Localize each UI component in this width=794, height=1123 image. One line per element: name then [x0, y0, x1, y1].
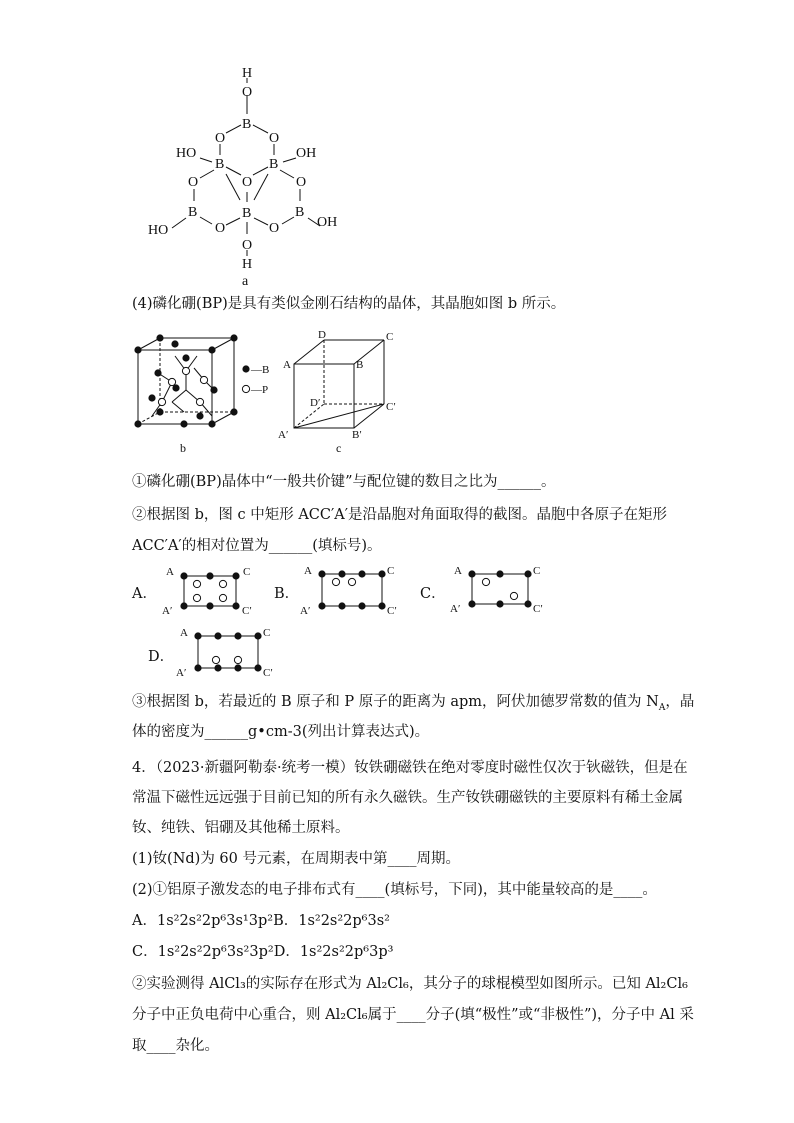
atom-O: O: [215, 131, 226, 146]
q4-question-2-line2: ACC′A′的相对位置为______(填标号)。: [132, 538, 382, 554]
q5-part-3-line2: 分子中正负电荷中心重合，则 Al₂Cl₆属于____分子(填“极性”或“非极性”)，分子中 Al 采: [132, 1007, 694, 1023]
rect-label-C: C: [533, 565, 541, 577]
q4-question-3-line2: 体的密度为______g•cm-3(列出计算表达式)。: [132, 724, 430, 740]
figure-b-label: b: [180, 441, 186, 455]
atom-O: O: [242, 238, 253, 253]
q5-options-AB: [132, 911, 390, 931]
q5-stem-line3: 钕、纯铁、铝硼及其他稀土原料。: [132, 820, 350, 836]
legend-p: —P: [251, 384, 269, 396]
q5-option-D[interactable]: D．1s²2s²2p⁶3p³: [273, 944, 394, 960]
option-B-diagram[interactable]: [298, 564, 408, 620]
atom-HO: HO: [176, 146, 197, 161]
atom-O: O: [242, 85, 253, 100]
q4-intro: (4)磷化硼(BP)是具有类似金刚石结构的晶体，其晶胞如图 b 所示。: [132, 296, 566, 312]
q4-question-3-line1: ③根据图 b，若最近的 B 原子和 P 原子的距离为 apm，阿伏加德罗常数的值为 $N_A$，晶: [132, 694, 695, 713]
q5-part-3-line1: ②实验测得 AlCl₃的实际存在形式为 Al₂Cl₆，其分子的球棍模型如图所示。已知 Al₂Cl₆: [132, 976, 688, 992]
rect-label-C: C: [387, 565, 395, 577]
cube-label-B: B: [356, 359, 364, 371]
option-A-diagram[interactable]: [160, 564, 260, 620]
figure-a-label: a: [242, 274, 249, 289]
atom-OH: OH: [317, 215, 338, 230]
atom-O: O: [296, 175, 307, 190]
rect-label-Cp: C′: [242, 605, 252, 617]
rect-label-A: A: [304, 565, 312, 577]
option-B-letter[interactable]: B．: [274, 586, 300, 602]
figure-a-structure: [140, 62, 360, 290]
atom-OH: OH: [296, 146, 317, 161]
atom-B: B: [188, 205, 198, 220]
rect-label-Cp: C′: [533, 603, 543, 615]
q4-question-1: ①磷化硼(BP)晶体中“一般共价键”与配位键的数目之比为______。: [132, 474, 556, 490]
figure-b-unit-cell: [128, 328, 278, 460]
cube-label-Dp: D′: [310, 397, 321, 409]
q4-question-2-line1: ②根据图 b，图 c 中矩形 ACC′A′是沿晶胞对角面取得的截图。晶胞中各原子在矩形: [132, 507, 668, 523]
cube-label-C: C: [386, 331, 394, 343]
q5-stem-line2: 常温下磁性远远强于目前已知的所有永久磁铁。生产钕铁硼磁铁的主要原料有稀土金属: [132, 790, 683, 806]
option-C-diagram[interactable]: [448, 564, 552, 620]
cube-label-Ap: A′: [278, 429, 289, 441]
q5-option-A[interactable]: A．1s²2s²2p⁶3s¹3p²: [132, 913, 274, 929]
atom-HO: HO: [148, 223, 169, 238]
rect-label-Ap: A′: [300, 605, 311, 617]
atom-O: O: [269, 131, 280, 146]
rect-label-C: C: [243, 566, 251, 578]
rect-label-Ap: A′: [162, 605, 173, 617]
option-C-letter[interactable]: C．: [420, 586, 446, 602]
legend-b: —B: [251, 364, 270, 376]
q5-options-CD: [132, 942, 393, 962]
q5-option-C[interactable]: C．1s²2s²2p⁶3s²3p²: [132, 944, 274, 960]
atom-B: B: [242, 206, 252, 221]
cube-label-A: A: [283, 359, 291, 371]
atom-H: H: [242, 257, 253, 272]
atom-O: O: [215, 221, 226, 236]
rect-label-C: C: [263, 627, 271, 639]
rect-label-Ap: A′: [450, 603, 461, 615]
rect-label-Cp: C′: [263, 667, 273, 679]
cube-label-Bp: B′: [352, 429, 362, 441]
q5-part-2: (2)①铝原子激发态的电子排布式有____(填标号，下同)，其中能量较高的是____。: [132, 882, 657, 898]
atom-B: B: [295, 205, 305, 220]
option-D-letter[interactable]: D．: [148, 649, 175, 665]
atom-B: B: [269, 157, 279, 172]
rect-label-Ap: A′: [176, 667, 187, 679]
q5-part-1: (1)钕(Nd)为 60 号元素，在周期表中第____周期。: [132, 851, 460, 867]
atom-B: B: [215, 157, 225, 172]
rect-label-A: A: [180, 627, 188, 639]
option-A-letter[interactable]: A．: [132, 586, 157, 602]
rect-label-A: A: [454, 565, 462, 577]
rect-label-A: A: [166, 566, 174, 578]
cube-label-D: D: [318, 329, 326, 341]
figure-c-cube: [278, 328, 408, 460]
atom-O: O: [269, 221, 280, 236]
atom-O: O: [242, 175, 253, 190]
cube-label-Cp: C′: [386, 401, 396, 413]
option-D-diagram[interactable]: [174, 624, 278, 680]
atom-O: O: [188, 175, 199, 190]
rect-label-Cp: C′: [387, 605, 397, 617]
atom-H: H: [242, 66, 253, 81]
atom-B: B: [242, 117, 252, 132]
q5-part-3-line3: 取____杂化。: [132, 1038, 219, 1054]
q5-option-B[interactable]: B．1s²2s²2p⁶3s²: [273, 913, 390, 929]
q5-stem-line1: 4．（2023·新疆阿勒泰·统考一模）钕铁硼磁铁在绝对零度时磁性仅次于钬磁铁，但是在: [132, 760, 688, 776]
figure-c-label: c: [336, 441, 342, 455]
